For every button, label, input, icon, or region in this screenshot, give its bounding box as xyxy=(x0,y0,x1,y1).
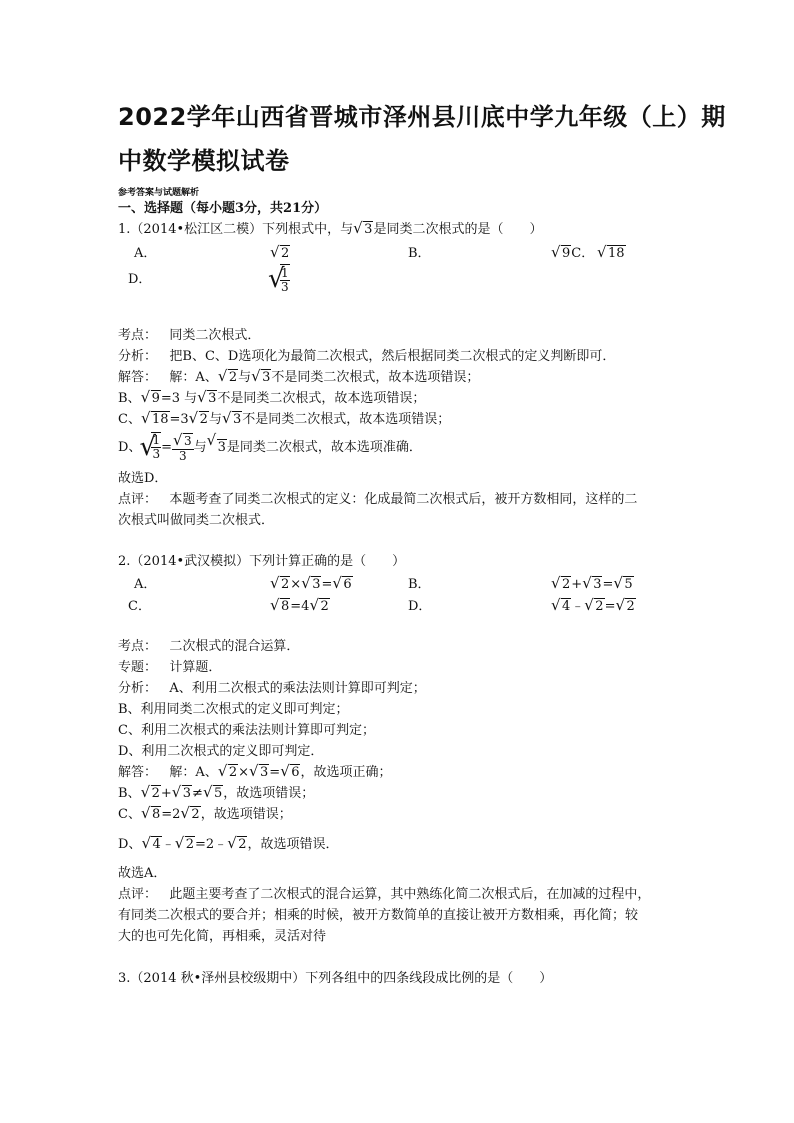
q2-fenxi-b: B、利用同类二次根式的定义即可判定； xyxy=(118,702,349,717)
sqrt-symbol: √ 3 xyxy=(583,576,602,594)
sqrt-symbol: √ 2 xyxy=(271,245,290,263)
sqrt-symbol: √ 2 xyxy=(310,598,329,616)
sqrt-symbol: √ 8 xyxy=(271,598,290,616)
q1-jieda-c: C、√ 18=3√ 2与√ 3不是同类二次根式，故本选项错误； xyxy=(118,411,450,429)
q1-option-c-label: C． xyxy=(571,246,595,261)
q1-jieda-d: D、 √ $\frac{1}{3}$ = √ $\frac{3}{3}$ 与√ 3是同类二次根式，故本选项准确． xyxy=(118,432,422,463)
sqrt-symbol: √ 3 xyxy=(250,764,269,782)
page-title-line-1: 2022学年山西省晋城市泽州县川底中学九年级（上）期 xyxy=(118,103,726,131)
sqrt-symbol: √ 5 xyxy=(614,576,633,594)
q2-jieda-b: B、√ 2+√ 3≠√ 5，故选项错误； xyxy=(118,785,314,803)
sqrt-symbol xyxy=(270,264,290,297)
q1-jieda-a: 解答： 解：A、√ 2与√ 3不是同类二次根式，故本选项错误； xyxy=(118,369,479,387)
sqrt-symbol: √ 3 xyxy=(208,433,227,463)
q2-dianping-2: 有同类二次根式的要合并；相乘的时候，被开方数简单的直接让被开方数相乘，再化简；较 xyxy=(118,908,639,923)
sqrt-symbol: √ 3 xyxy=(173,785,192,803)
fraction: √ $\frac{1}{3}$ xyxy=(152,433,161,461)
q2-option-b-label: B． xyxy=(408,577,431,592)
label-zhuanti: 专题： xyxy=(118,660,158,675)
q2-stem: 2.（2014•武汉模拟）下列计算正确的是（ ） xyxy=(118,554,406,569)
fraction: √ $\frac{3}{3}$ xyxy=(172,433,194,463)
q1-option-c-expr xyxy=(597,245,626,263)
section-heading: 一、选择题（每小题3分，共21分） xyxy=(118,201,328,216)
q2-kaodian: 考点： 二次根式的混合运算． xyxy=(118,639,300,654)
q3-stem: 3.（2014 秋•泽州县校级期中）下列各组中的四条线段成比例的是（ ） xyxy=(118,971,553,986)
q1-dianping-2: 次根式叫做同类二次根式． xyxy=(118,513,275,528)
q2-option-c-expr: √ 8=4√ 2 xyxy=(270,598,330,616)
q1-stem-text: 1.（2014•松江区二模）下列根式中，与 xyxy=(118,222,354,237)
q2-choose: 故选A． xyxy=(118,866,167,881)
sqrt-symbol: √ 3 xyxy=(174,433,193,449)
sqrt-symbol: √ 2 xyxy=(190,411,209,429)
q1-kaodian: 考点： 同类二次根式． xyxy=(118,328,261,343)
q1-option-d-label: D． xyxy=(128,272,152,287)
q1-option-b-label: B． xyxy=(408,246,431,261)
label-kaodian: 考点： xyxy=(118,639,158,654)
sqrt-symbol: √ 18 xyxy=(142,411,170,429)
sqrt-symbol: √ 2 xyxy=(142,785,161,803)
page-title-line-2: 中数学模拟试卷 xyxy=(118,147,290,175)
q1-option-a-label: A． xyxy=(134,246,157,261)
q2-option-b-expr: √ 2+√ 3=√ 5 xyxy=(551,576,634,594)
q1-fenxi: 分析： 把B、C、D选项化为最简二次根式，然后根据同类二次根式的定义判断即可． xyxy=(118,349,616,364)
sqrt-symbol: √ 2 xyxy=(176,836,195,854)
subtitle: 参考答案与试题解析 xyxy=(118,188,200,198)
sqrt-symbol: √ 2 xyxy=(181,806,200,824)
q1-option-d-expr xyxy=(270,264,290,297)
q2-jieda-d: D、√ 4﹣√ 2=2﹣√ 2，故选项错误． xyxy=(118,836,338,854)
q2-option-c-label: C． xyxy=(128,599,151,614)
sqrt-symbol: √ 4 xyxy=(552,598,571,616)
q2-option-a-label: A． xyxy=(134,577,157,592)
q2-option-a-expr: √ 2×√ 3=√ 6 xyxy=(270,576,353,594)
sqrt-symbol: √ 2 xyxy=(271,576,290,594)
q2-option-d-expr: √ 4﹣√ 2=√ 2 xyxy=(551,598,636,616)
q1-jieda-b: B、√ 9=3 与√ 3不是同类二次根式，故本选项错误； xyxy=(118,390,425,408)
sqrt-symbol: √ 3 xyxy=(252,369,271,387)
q2-fenxi-a: 分析： A、利用二次根式的乘法法则计算即可判定； xyxy=(118,681,426,696)
sqrt-symbol: √ 2 xyxy=(552,576,571,594)
sqrt-symbol: √ 2 xyxy=(219,764,238,782)
label-fenxi: 分析： xyxy=(118,349,158,364)
q1-option-a-expr xyxy=(270,245,290,263)
sqrt-symbol: √ 6 xyxy=(333,576,352,594)
label-dianping: 点评： xyxy=(118,492,158,507)
q2-jieda-a: 解答： 解：A、√ 2×√ 3=√ 6，故选项正确； xyxy=(118,764,391,782)
label-jieda: 解答： xyxy=(118,765,158,780)
sqrt-symbol: √ 8 xyxy=(142,806,161,824)
label-fenxi: 分析： xyxy=(118,681,158,696)
sqrt-symbol: √ 3 xyxy=(354,221,373,239)
q1-dianping-1: 点评： 本题考查了同类二次根式的定义：化成最简二次根式后，被开方数相同，这样的二 xyxy=(118,492,638,507)
label-kaodian: 考点： xyxy=(118,328,158,343)
q2-fenxi-c: C、利用二次根式的乘法法则计算即可判定； xyxy=(118,723,375,738)
q2-option-d-label: D． xyxy=(408,599,432,614)
q2-jieda-c: C、√ 8=2√ 2，故选项错误； xyxy=(118,806,292,824)
q1-stem xyxy=(118,221,542,239)
sqrt-symbol: √ 4 xyxy=(142,836,161,854)
label-jieda: 解答： xyxy=(118,370,158,385)
sqrt-symbol: √ 18 xyxy=(598,245,626,263)
q1-option-b-expr xyxy=(551,245,594,263)
q2-dianping-1: 点评： 此题主要考查了二次根式的混合运算，其中熟练化简二次根式后，在加减的过程中， xyxy=(118,887,651,902)
q2-fenxi-d: D、利用二次根式的定义即可判定． xyxy=(118,744,324,759)
sqrt-symbol: √ 9 xyxy=(552,245,571,263)
sqrt-symbol: √ 3 xyxy=(223,411,242,429)
label-dianping: 点评： xyxy=(118,887,158,902)
q1-choose: 故选D． xyxy=(118,471,168,486)
q2-dianping-3: 大的也可先化简，再相乘，灵活对待 xyxy=(118,929,327,944)
q1-stem-text-end: 是同类二次根式的是（ ） xyxy=(373,222,543,237)
sqrt-symbol: √ 3 xyxy=(198,390,217,408)
fraction: √ $\frac{1}{3}$ xyxy=(281,266,289,294)
sqrt-symbol: √ 2 xyxy=(616,598,635,616)
sqrt-symbol: √ 6 xyxy=(281,764,300,782)
sqrt-symbol: √ 2 xyxy=(228,836,247,854)
sqrt-symbol: √ 9 xyxy=(142,390,161,408)
sqrt-symbol xyxy=(141,432,161,463)
sqrt-symbol: √ 5 xyxy=(204,785,223,803)
sqrt-symbol: √ 3 xyxy=(302,576,321,594)
sqrt-symbol: √ 2 xyxy=(219,369,238,387)
q2-zhuanti: 专题： 计算题． xyxy=(118,660,222,675)
sqrt-symbol: √ 2 xyxy=(585,598,604,616)
